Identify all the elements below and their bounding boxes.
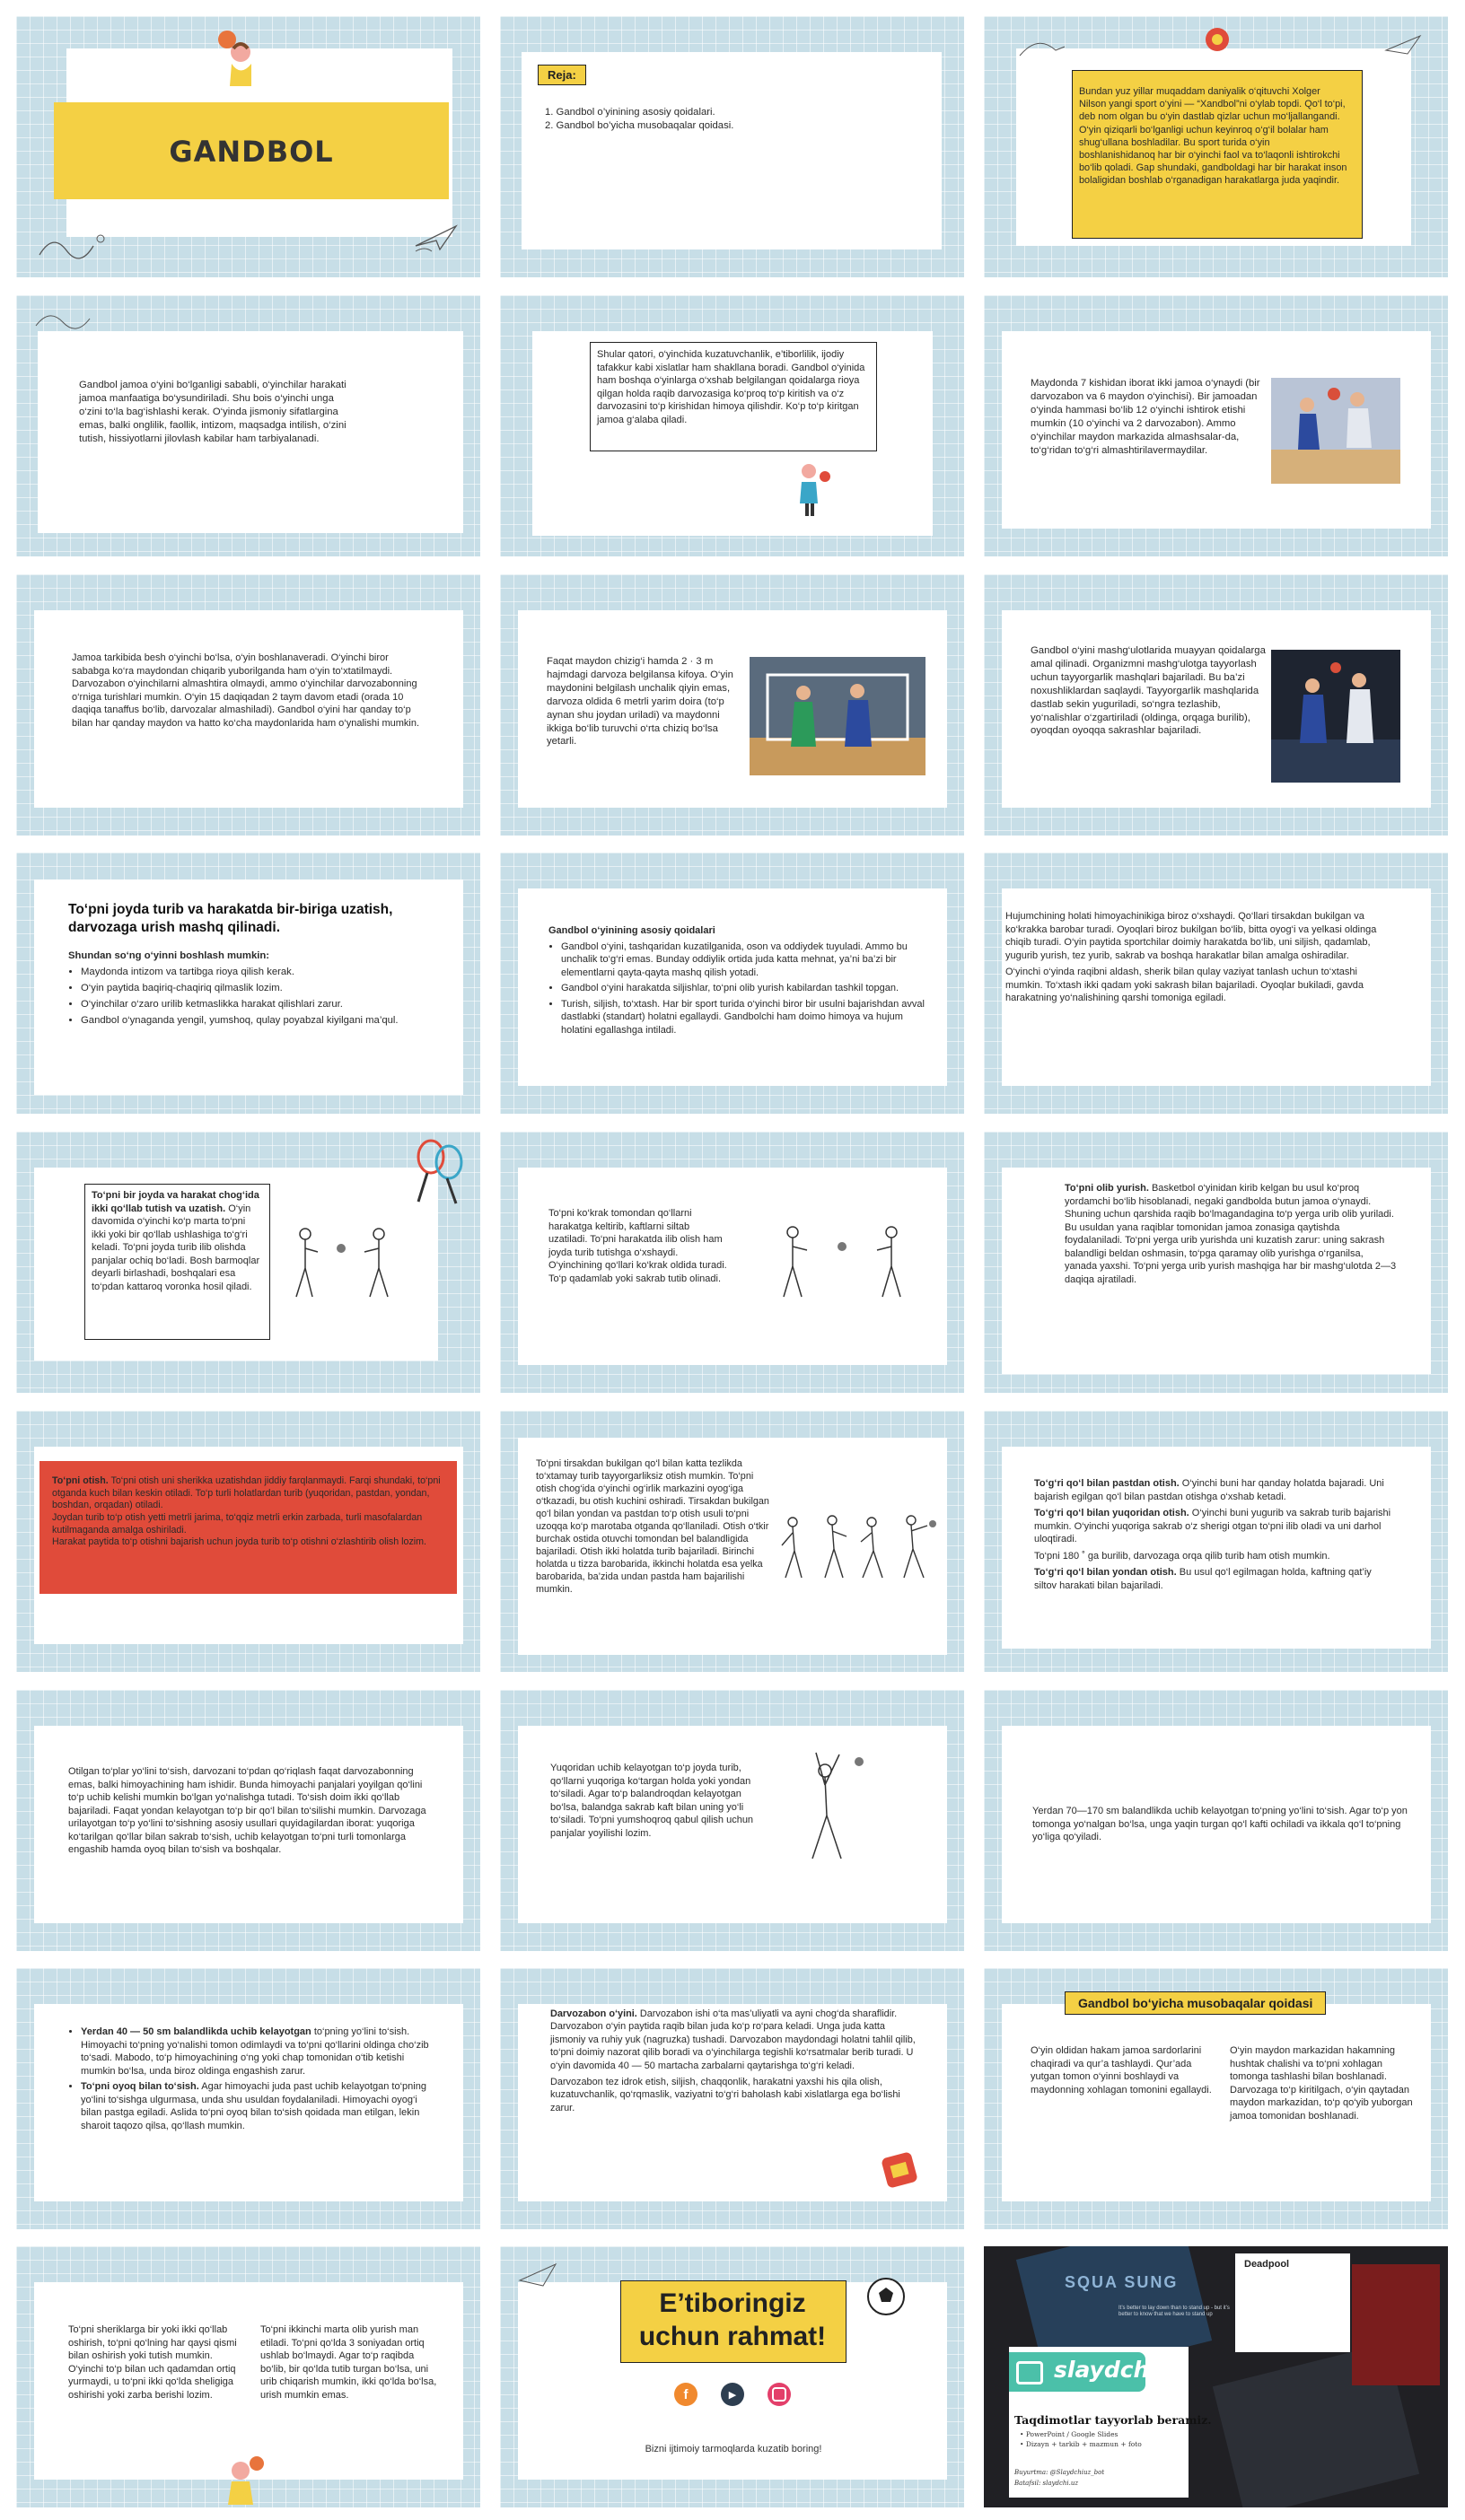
- basketball-kid-icon: [214, 2451, 268, 2505]
- bold: To‘g‘ri qo‘l bilan pastdan otish.: [1034, 1478, 1180, 1489]
- paragraph: [550, 2008, 918, 2072]
- slide-20[interactable]: [500, 1690, 964, 1951]
- slide-11[interactable]: [500, 853, 964, 1114]
- rackets-icon: [408, 1135, 470, 1207]
- slide-07[interactable]: [16, 574, 480, 836]
- slide-11-body: [548, 924, 925, 1039]
- slide-04-text: Gandbol jamoa o‘yini bo‘lganligi sababli, o‘yinchilar harakati jamoa manfaatiga bo‘ysundiriladi. Shu bois o‘yinchi unga o‘zini to‘la bag‘ishlashi kerak. O‘yinda jismoniy sifatlargina emas, balki onglilik, faollik, intizom, maqsadga intilish, o‘zini tutish, hissiyotlarni jilovlash kabilar ham tarbiyalanadi.: [79, 380, 347, 444]
- thanks-title: [620, 2288, 845, 2353]
- paragraph: O‘yinchi o‘yinda raqibni aldash, sherik bilan qulay vaziyat tanlash uchun to‘xtashi mumkin. To‘xtash ikki qadam yoki sakrash bilan bajariladi. Oyoqlar bukiladi, gavda harakatning yo‘nalishining qarshi tomoniga egiladi.: [1005, 967, 1364, 1004]
- ad-headline: Taqdimotlar tayyorlab beramiz.: [1014, 2413, 1212, 2427]
- list-item: • Turish, siljish, to‘xtash. Har bir sport turida o‘yinchi biror bir usulni bajarishdan avval dastlabki (standart) holatni egallaydi. Gandbolchi ham doimo himoya va hujum holatini egallashga intiladi.: [561, 998, 925, 1037]
- slide-20-text: Yuqoridan uchib kelayotgan to‘p joyda turib, qo‘llarni yuqoriga ko‘targan holda yoki yondan to‘siladi. Agar to‘p balandroqdan kelayotgan bo‘lsa, balandga sakrab kaft bilan uning yo‘li to‘siladi. To‘pni yumshoqroq qabul qilish uchun panjalar yoyilishi lozim.: [550, 1763, 754, 1839]
- youtube-icon[interactable]: ▶: [721, 2383, 744, 2406]
- slide-05-text: Shular qatori, o‘yinchida kuzatuvchanlik, e’tiborlilik, ijodiy tafakkur kabi xislatlar ham shakllana boradi. Gandbol o‘yinida ham boshqa o‘yinlarga o‘xshab belgilangan qoidalarga rioya qilgan holda raqib darvozasiga ko‘proq to‘p kiritish va o‘z darvozasini to‘p kirishidan himoya qilishdir. Ko‘p to‘p kiritgan jamoa g‘alaba qiladi.: [597, 349, 865, 425]
- glove-icon: [877, 2146, 925, 2194]
- paragraph: [1034, 1507, 1393, 1546]
- slide-10-title: To‘pni joyda turib va harakatda bir-biriga uzatish, darvozaga urish mashq qilinadi.: [68, 902, 393, 935]
- slide-25-right: To‘pni ikkinchi marta olib yurish man etiladi. To‘pni qo‘lda 3 soniyadan ortiq ushlab bo‘lmaydi. Agar to‘p raqibda bo‘lib, bir qo‘lda tutib turgan bo‘lsa, uni urib chiqarish mumkin, ikki qo‘lda bo‘lsa, urish mumkin emas.: [260, 2324, 437, 2401]
- slide-11-list: [548, 941, 925, 1037]
- social-footer: Bizni ijtimoiy tarmoqlarda kuzatib boring!: [645, 2444, 822, 2454]
- throwing-sequence-illustration: [775, 1509, 945, 1590]
- slide-06-text: Maydonda 7 kishidan iborat ikki jamoa o‘ynaydi (bir darvozabon va 6 maydon o‘yinchisi). Bir jamoadan o‘yinda hammasi bo‘lib 12 o‘yinchi ishtirok etishi mumkin (10 o‘yinchi va 2 darvozabon). Ammo o‘yinchilar maydon markazida almashsalar-da, to‘g‘ridan to‘g‘ri almashtirilavermaydilar.: [1031, 378, 1260, 456]
- slide-24-right: O‘yin maydon markazidan hakamning hushtak chalishi va to‘pni xohlagan tomonga tashlashi bilan boshlanadi. Darvozaga to‘p kiritilgach, o‘yin qaytadan maydon markazidan, to‘p qo‘yib yuborgan jamoa tomonidan boshlanadi.: [1230, 2045, 1413, 2122]
- soccer-ball-icon: [859, 2270, 913, 2323]
- paragraph: To‘pni 180 ˚ ga burilib, darvozaga orqa qilib turib ham otish mumkin.: [1034, 1550, 1330, 1562]
- social-icons: [674, 2383, 791, 2406]
- list-item: [81, 2080, 436, 2132]
- handball-photo: [1271, 378, 1400, 484]
- basketball-kid-icon: [205, 23, 268, 86]
- decor-swirl-icon: [38, 228, 110, 264]
- list-item: • Gandbol o‘yini harakatda siljishlar, to‘pni olib yurish kabilardan tashkil topgan.: [561, 982, 925, 995]
- handball-goal-photo: [750, 657, 925, 775]
- slide-10-list: [68, 966, 445, 1028]
- preview-sub: SQUA SUNG: [1065, 2273, 1179, 2291]
- slide-24-title: Gandbol bo‘yicha musobaqalar qoidasi: [1065, 1991, 1326, 2015]
- slide-15-text: [1065, 1182, 1397, 1286]
- slide-18-text: [1034, 1477, 1393, 1596]
- players-passing-illustration: [282, 1221, 408, 1311]
- slide-24-left: O‘yin oldidan hakam jamoa sardorlarini chaqiradi va qur’a tashlaydi. Qur’ada yutgan tomon o‘yinni boshlaydi va maydonning xohlagan tomonini egallaydi.: [1031, 2045, 1212, 2096]
- plan-item-1: 1. Gandbol o’yinining asosiy qoidalari.: [545, 107, 715, 118]
- handball-match-photo: [1271, 650, 1400, 783]
- paper-plane-icon: [1382, 31, 1427, 57]
- ad-list-item: • PowerPoint / Google Slides: [1020, 2430, 1118, 2438]
- slide-title: GANDBOL: [169, 135, 334, 169]
- blocking-player-illustration: [780, 1744, 888, 1869]
- slide-25-left: To‘pni sheriklarga bir yoki ikki qo‘llab oshirish, to‘pni qo‘lning har qaysi qismi bilan oshirish yoki tutish mumkin. O‘yinchi to‘p bilan uch qadamdan ortiq yurmaydi, u to‘pni ikki qo‘lda sheligiga oshirishi yoki zarba berishi lozim.: [68, 2324, 237, 2401]
- preview-caption: It’s better to lay down than to stand up - but it’s better to know that we have to stand up: [1118, 2306, 1230, 2318]
- slide-15-bold: To‘pni olib yurish.: [1065, 1183, 1149, 1194]
- rest: to‘pning yo‘lini to‘sish. Himoyachi to‘pning yo‘nalishi tomon odimlaydi va to‘pni qo‘llarini oldinga cho‘zib to‘sadi. Mabodo, to‘p himoyachining o‘ng yoki chap tomonidan o‘tib ketishi mumkin bo‘lsa, unda biroz oldinga engashish zarur.: [81, 2026, 429, 2077]
- paragraph: [1034, 1477, 1393, 1503]
- paragraph: Joydan turib to‘p otish yetti metrli jarima, to‘qqiz metrli erkin zarbada, turli masofalardan kutilmaganda amalga oshiriladi.: [52, 1512, 423, 1536]
- paper-plane-icon: [516, 2259, 561, 2289]
- bold: To‘g‘ri qo‘l bilan yondan otish.: [1034, 1567, 1177, 1579]
- slide-14-text: To‘pni ko‘krak tomondan qo‘llarni harakatga keltirib, kaftlarni siltab uzatiladi. To‘pni harakatda ilib olish ham joyda turib tutishga o‘xshaydi. O‘yinchining qo‘llari ko‘krak oldida turadi. To‘p qadamlab yoki sakrab tutib olinadi.: [548, 1208, 727, 1284]
- slide-13-rest: O‘yin davomida o‘yinchi ko‘p marta to‘pni ikki yoki bir qo‘llab ushlashiga to‘g‘ri keladi. To‘pni joyda turib ilib olishda panjalar ochiq bo‘ladi. Bosh barmoqlar deyarli birlashadi, boshqalari esa to‘pdan kattaroq voronka hosil qiladi.: [92, 1203, 260, 1292]
- slide-17-text: To‘pni tirsakdan bukilgan qo‘l bilan katta tezlikda to‘xtamay turib tayyorgarliksiz otish mumkin. To‘pni otish chog‘ida o‘yinchi og‘irlik markazini oyog‘iga o‘tkazadi, bu otish kuchini oshiradi. Tirsakdan bukilgan qo‘l bilan yondan va pastdan to‘p otish usuli to‘pni uzoqqa ko‘p marotaba otganda qo‘llaniladi. Otish o‘tkir burchak ostida otuvchi tomondan bel balandligida bajariladi. Otish ikki holatda turib bajariladi. Birinchi holatda u tizza barobarida, ikkinchi holatda esa yelka barobarida, ba’zida undan pastda ham bajarilishi mumkin.: [536, 1458, 769, 1596]
- paragraph: [1034, 1566, 1393, 1592]
- slide-21[interactable]: [984, 1690, 1448, 1951]
- slide-17[interactable]: [500, 1411, 964, 1672]
- paragraph: Darvozabon tez idrok etish, siljish, chaqqonlik, harakatni yaxshi his qila olish, kuzatuvchanlik, qo‘rqmaslik, vaziyatni to‘g‘ri baholash kabi xislatlarga ega bo‘lishi zarur.: [550, 2076, 900, 2113]
- bold: To‘g‘ri qo‘l bilan yuqoridan otish.: [1034, 1508, 1189, 1519]
- facebook-icon[interactable]: f: [674, 2383, 697, 2406]
- slide-04[interactable]: [16, 295, 480, 556]
- list-item: • Gandbol o‘ynaganda yengil, yumshoq, qulay poyabzal kiyilgani ma’qul.: [81, 1014, 445, 1028]
- slide-22-text: [68, 2026, 436, 2135]
- brand-name: slaydchi: [1054, 2357, 1157, 2383]
- plan-item-2: 2. Gandbol bo’yicha musobaqalar qoidasi.: [545, 119, 734, 131]
- ad-contact-1[interactable]: Buyurtma: @Slaydchiuz_bot: [1014, 2469, 1105, 2476]
- list-item: • Gandbol o‘yini, tashqaridan kuzatilganida, oson va oddiydek tuyuladi. Ammo bu unchalik to‘g‘ri emas. Bunday oddiylik ortida juda katta mehnat, ya’ni ba’zi bir elementlarni qayta-qayta mashq qilish yotadi.: [561, 941, 925, 980]
- slide-15[interactable]: [984, 1132, 1448, 1393]
- slide-22[interactable]: [16, 1968, 480, 2229]
- rest: O‘yinchi buni yugurib va sakrab turib bajarishi mumkin. O‘yinchi yuqoriga sakrab o‘z sherigi otgan to‘pni ilib oladi va uni darhol uloqtiradi.: [1034, 1508, 1391, 1545]
- slide-19-text: Otilgan to‘plar yo‘lini to‘sish, darvozani to‘pdan qo‘riqlash faqat darvozabonning emas, balki himoyachining ham ishidir. Bunda himoyachi panjalari yoyilgan qo‘lini to‘p uchib kelishi mumkin bo‘lgan yo‘nalishga tutadi. To‘sish doim ikki qo‘llab bajariladi. Faqat yondan kelayotgan to‘p bir qo‘l bilan to‘silishi mumkin. Darvozaga urilayotgan to‘p yo‘lini to‘sishning asosiy usullari quyidagilardan iborat: yuqoriga ko‘tarilgan qo‘llar bilan sakrab to‘sish, uchib kelayotgan to‘pni turli tomonlarga engashib hamda oyoq bilan to‘sish va boshqalar.: [68, 1766, 426, 1856]
- paragraph: [52, 1475, 447, 1512]
- history-text: Bundan yuz yillar muqaddam daniyalik o‘qituvchi Xolger Nilson yangi sport o‘yini — “Xandbol”ni o‘ylab topdi. Qo‘l to‘pi, deb nom olgan bu o‘yin dastlab qizlar uchun mo‘ljallangandi. O‘yin qiziqarli bo‘lganligi uchun keyinroq o‘g‘il bolalar ham shug‘ullana boshladilar. Bu sport turida o‘yin boshlanishidanoq har bir o‘yinchi faol va to‘laqonli ishtirokchi bo‘lib qoladi. Gap shundaki, gandboldagi har bir harakat inson bolaligidan boshlab o‘rganadigan harakatlarga juda yaqindir.: [1079, 86, 1347, 187]
- slide-21-text: Yerdan 70—170 sm balandlikda uchib kelayotgan to‘pning yo‘lini to‘sish. Agar to‘p yon tomonga yo‘nalgan bo‘lsa, unga yaqin turgan qo‘l kafti ochiladi va ikkala qo‘l to‘pning yo‘liga qo‘yiladi.: [1032, 1806, 1408, 1843]
- glove-icon: [1196, 22, 1239, 57]
- list-item: [81, 2026, 436, 2078]
- rest: Bu usul qo‘l egilmagan holda, kaftning qat’iy siltov harakati bilan bajariladi.: [1034, 1567, 1372, 1591]
- bold: Darvozabon o‘yini.: [550, 2008, 637, 2019]
- rest: Darvozabon ishi o‘ta mas’uliyatli va ayni chog‘da sharaflidir. Darvozabon o‘yin paytida raqib bilan juda ko‘p ro‘para keladi. Unga juda katta jismoniy va ruhiy yuk (nagruzka) tushadi. Darvozabon maydondagi holatni tahlil qilib, to‘pni doimiy nazorat qilib boradi va o‘yinchilarga tegishli ko‘rsatmalar berib turadi. U o‘yin davomida 40 — 50 martacha zarbalarni qaytarishga to‘g‘ri keladi.: [550, 2008, 916, 2071]
- slide-10-subtitle: Shundan so‘ng o‘yinni boshlash mumkin:: [68, 950, 270, 961]
- slide-07-text: Jamoa tarkibida besh o‘yinchi bo‘lsa, o‘yin boshlanaveradi. O‘yinchi biror sababga ko‘ra maydondan chiqarib yuborilganda ham o‘yin to‘xtatilmaydi. Darvozabon o‘yinchilarni almashtira olmaydi, ammo o‘yinchilar darvozabonning o‘rniga turishlari mumkin. O‘yin 15 daqiqadan 2 taym davom etadi (orada 10 daqiqa tanaffus bo‘lib, darvozalar almashiladi). Gandbol o‘yini har qanday to‘p bilan har qanday maydon va hatto ko‘cha maydonlarida ham o‘ynalishi mumkin.: [72, 652, 420, 729]
- slide-23[interactable]: [500, 1968, 964, 2229]
- preview-title: Deadpool: [1244, 2259, 1290, 2270]
- brand-icon: [1016, 2361, 1043, 2384]
- slide-13[interactable]: [16, 1132, 480, 1393]
- slide-14[interactable]: [500, 1132, 964, 1393]
- slide-13-bold: To‘pni bir joyda va harakat chog‘ida ikki qo‘llab tutish va uzatish.: [92, 1190, 259, 1214]
- thanks-line-1: E’tiboringiz: [659, 2288, 806, 2318]
- slide-09-text: Gandbol o‘yini mashg‘ulotlarida muayyan qoidalarga amal qilinadi. Organizmni mashg‘ulotga tayyorlash uchun tayyorgarlik mashqlari bajariladi. Bu ba’zi noxushliklardan saqlaydi. Tayyorgarlik mashqlarida dastlab sekin yuguriladi, so‘ngra tezlashib, yo‘nalishlar o‘zgartiriladi (oldinga, orqaga burilib), oyoqdan oyoqqa sakrashlar bajariladi.: [1031, 645, 1266, 737]
- slide-16[interactable]: [16, 1411, 480, 1672]
- slide-26-thanks[interactable]: [500, 2246, 964, 2507]
- bold: Yerdan 40 — 50 sm balandlikda uchib kelayotgan: [81, 2026, 311, 2037]
- paragraph: Hujumchining holati himoyachinikiga biroz o‘xshaydi. Qo‘llari tirsakdan bukilgan va ko‘krakka barobar turadi. Oyoqlari biroz bukilgan bo‘lib, bitta oyog‘i va yelkasi oldinga chiqib turadi. O‘yin paytida sportchilar doimiy harakatda bo‘lib, uni siljish, qadamlab, yugurib yurish, tez yurib, sakrab va boshqa harakatlar bilan amalga oshiradilar.: [1005, 911, 1377, 961]
- slide-16-bold: To‘pni otish.: [52, 1475, 109, 1486]
- slide-16-rest: To‘pni otish uni sherikka uzatishdan jiddiy farqlanmaydi. Farqi shundaki, to‘pni otganda kuch bilan keskin otiladi. To‘p turli holatlardan turib (yuqoridan, pastdan, yondan, boshdan, orqadan) otiladi.: [52, 1475, 441, 1511]
- instagram-icon[interactable]: [768, 2383, 791, 2406]
- decor-swirl-icon: [34, 308, 97, 335]
- slide-25[interactable]: [16, 2246, 480, 2507]
- slide-24[interactable]: [984, 1968, 1448, 2229]
- slide-13-text: [92, 1189, 262, 1293]
- slide-16-text: [52, 1475, 447, 1549]
- slide-06[interactable]: [984, 295, 1448, 556]
- slide-10[interactable]: [16, 853, 480, 1114]
- slide-01-title[interactable]: [16, 16, 480, 277]
- slide-12-text: [1005, 910, 1384, 1009]
- slide-11-title: Gandbol o‘yinining asosiy qoidalari: [548, 925, 715, 936]
- thanks-line-2: uchun rahmat!: [638, 2321, 827, 2351]
- slide-22-list: [68, 2026, 436, 2132]
- slide-18[interactable]: [984, 1411, 1448, 1672]
- ad-list: [1020, 2429, 1142, 2450]
- list-item: • Maydonda intizom va tartibga rioya qilish kerak.: [81, 966, 445, 979]
- slide-23-text: [550, 2008, 918, 2118]
- slide-10-body: [68, 949, 445, 1030]
- slide-08-text: Faqat maydon chizig‘i hamda 2 · 3 m hajmdagi darvoza belgilansa kifoya. O‘yin maydonini belgilash unchalik qiyin emas, darvoza oldida 6 metrli yarim doira (to‘p aynan shu joydan uriladi) va maydonni ikkiga bo‘lib turuvchi o‘rta chiziq bo‘lsa yetarli.: [547, 656, 733, 748]
- bold: To‘pni oyoq bilan to‘sish.: [81, 2081, 199, 2093]
- ping-pong-player-icon: [782, 459, 836, 518]
- ad-list-item: • Dizayn + tarkib + mazmun + foto: [1020, 2440, 1142, 2449]
- ad-contact-2[interactable]: Batafsil: slaydchi.uz: [1014, 2480, 1079, 2487]
- players-passing-illustration: [757, 1218, 927, 1311]
- slide-12[interactable]: [984, 853, 1448, 1114]
- slide-02-plan[interactable]: [500, 16, 964, 277]
- paper-plane-icon: [411, 219, 465, 255]
- slide-03-history[interactable]: [984, 16, 1448, 277]
- rest: O‘yinchi buni har qanday holatda bajaradi. Uni bajarish egilgan qo‘l bilan pastdan otishga o‘xshab ketadi.: [1034, 1478, 1384, 1502]
- plan-list: [545, 106, 904, 133]
- slide-19[interactable]: [16, 1690, 480, 1951]
- decor-arrow-icon: [1018, 34, 1072, 61]
- slide-05[interactable]: [500, 295, 964, 556]
- rest: Agar himoyachi juda past uchib kelayotgan to‘pning yo‘lini to‘sishga ulgurmasa, unda shu usuldan foydalaniladi. Himoyachi oyog‘i bilan pastga egiladi. Aslida to‘pni oyoq bilan to‘sish qoidada man etilgan, lekin sharoit taqozo qilsa, qo‘llash mumkin.: [81, 2081, 426, 2131]
- list-item: • O‘yin paytida baqiriq-chaqiriq qilmaslik lozim.: [81, 982, 445, 995]
- slide-08[interactable]: [500, 574, 964, 836]
- slide-09[interactable]: [984, 574, 1448, 836]
- slide-15-rest: Basketbol o‘yinidan kirib kelgan bu usul ko‘proq yordamchi bo‘lib hisoblanadi, negaki gandbolda butun jamoa o‘ynaydi. Shuning uchun qarshida raqib bo‘lmagandagina to‘p yerga urib olib yuriladi. Bu usuldan yana raqiblar tomonidan jamoa zonasiga qaytishda foydalaniladi. To‘pni yerga urib yurishda uni kuzatish zarur: uning sakrash balandligi beldan oshmasin, to‘pga qaramay olib yurishga o‘rganilsa, yanada yaxshi. To‘pni yerga urib yurish mashqiga har bir mashg‘ulotda 2—3 daqiqa ajratiladi.: [1065, 1183, 1397, 1285]
- slide-27-ad[interactable]: [984, 2246, 1448, 2507]
- list-item: • O‘yinchilar o‘zaro urilib ketmaslikka harakat qilishlari zarur.: [81, 998, 445, 1011]
- plan-heading: Reja:: [538, 65, 586, 85]
- paragraph: Harakat paytida to‘p otishni bajarish uchun joyda turib to‘p otishni o‘zlashtirib olish lozim.: [52, 1536, 427, 1548]
